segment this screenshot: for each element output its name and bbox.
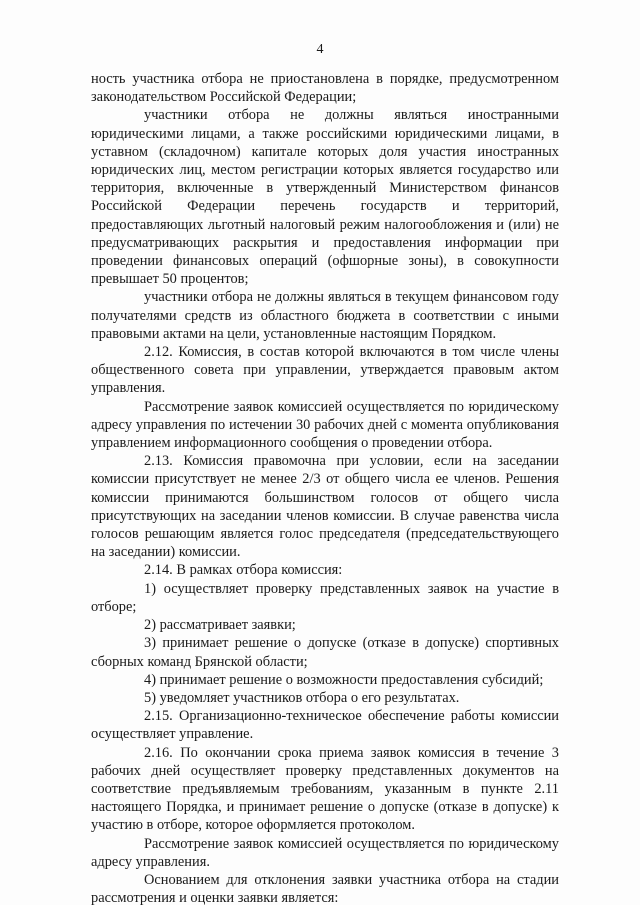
page-number: 4	[316, 42, 324, 57]
list-item-4: 4) принимает решение о возможности предоставления субсидий;	[144, 671, 544, 688]
list-item-5: 5) уведомляет участников отбора о его результатах.	[144, 689, 460, 706]
paragraph-11: Основанием для отклонения заявки участника отбора на стадии рассмотрения и оценки заявки является:	[91, 871, 559, 907]
paragraph-1: ность участника отбора не приостановлена в порядке, предусмотренном законодательством Российской Федерации;	[91, 71, 559, 106]
document-body	[91, 70, 559, 907]
paragraph-7: 2.14. В рамках отбора комиссия:	[144, 562, 343, 579]
paragraph-10: Рассмотрение заявок комиссией осуществляется по юридическому адресу управления.	[91, 835, 559, 870]
list-item-3: 3) принимает решение о допуске (отказе в допуске) спортивных сборных команд Брянской области;	[91, 635, 559, 670]
paragraph-9: 2.16. По окончании срока приема заявок комиссия в течение 3 рабочих дней осуществляет проверку представленных документов на соответствие предъявляемым требованиям, указанным в пункте 2.11 настоящего Порядка, и принимает решение о допуске (отказе в допуске) к участию в отборе, которое оформляется протоколом.	[91, 744, 559, 834]
paragraph-4: 2.12. Комиссия, в состав которой включаются в том числе члены общественного совета при управлении, утверждается правовым актом управления.	[91, 344, 559, 397]
paragraph-6: 2.13. Комиссия правомочна при условии, если на заседании комиссии присутствует не менее 2/3 от общего числа ее членов. Решения комиссии принимаются большинством голосов от общего числа присутствующих на заседании членов комиссии. В случае равенства числа голосов решающим является голос председателя (председательствующего на заседании) комиссии.	[91, 453, 559, 561]
list-item-2: 2) рассматривает заявки;	[144, 617, 296, 634]
paragraph-2: участники отбора не должны являться иностранными юридическими лицами, а также российскими юридическими лицами, в уставном (складочном) капитале которых доля участия иностранных юридических лиц, местом регистрации которых является государство или территория, включенные в утвержденный Министерством финансов Российской Федерации перечень государств и территорий, предоставляющих льготный налоговый режим налогообложения и (или) не предусматривающих раскрытия и предоставления информации при проведении финансовых операций (офшорные зоны), в совокупности превышает 50 процентов;	[91, 107, 559, 288]
paragraph-8: 2.15. Организационно-техническое обеспечение работы комиссии осуществляет управление.	[91, 708, 559, 743]
list-item-1: 1) осуществляет проверку представленных заявок на участие в отборе;	[91, 580, 559, 615]
paragraph-3: участники отбора не должны являться в текущем финансовом году получателями средств из областного бюджета в соответствии с иными правовыми актами на цели, установленные настоящим Порядком.	[91, 289, 559, 342]
paragraph-5: Рассмотрение заявок комиссией осуществляется по юридическому адресу управления по истечении 30 рабочих дней с момента опубликования управлением информационного сообщения о проведении отбора.	[91, 398, 559, 452]
